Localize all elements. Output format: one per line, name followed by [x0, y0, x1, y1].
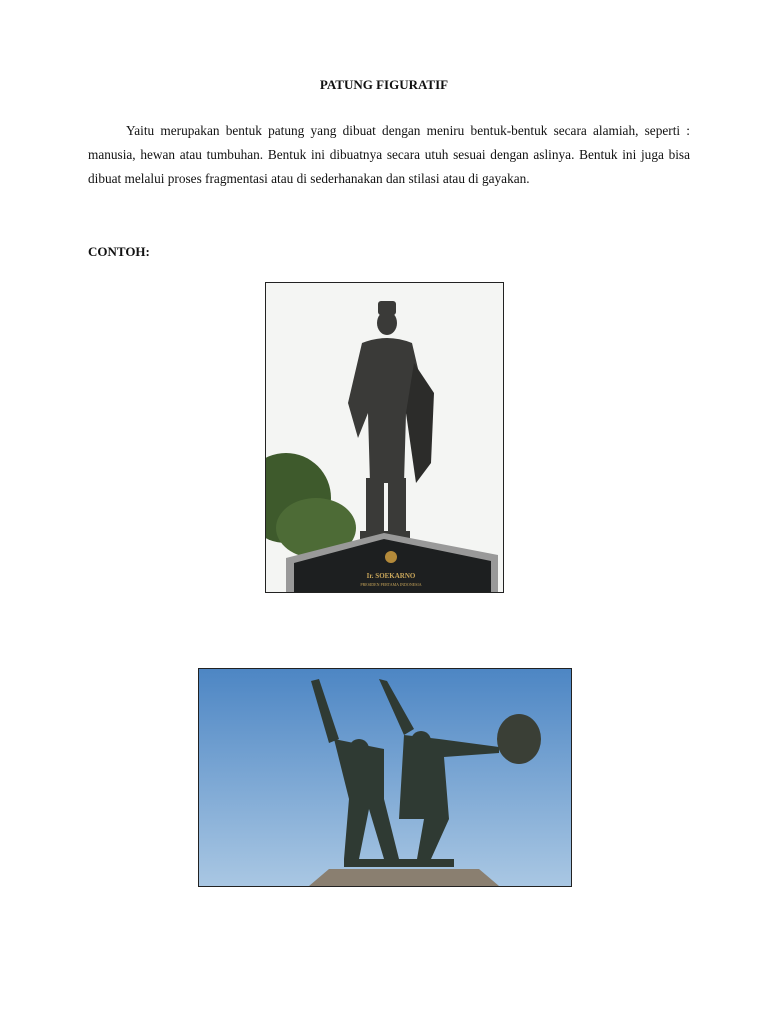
plaque-name: Ir. SOEKARNO [366, 572, 416, 580]
page-title: PATUNG FIGURATIF [319, 77, 449, 92]
two-figure-statue-photo [198, 668, 572, 887]
example-heading: CONTOH: [88, 244, 150, 259]
body-paragraph: Yaitu merupakan bentuk patung yang dibuat dengan meniru bentuk-bentuk secara alamiah, seperti : manusia, hewan atau tumbuhan. Bentuk ini dibuatnya secara utuh sesuai dengan aslinya. Bentuk ini juga bisa dibuat melalui proses fragmentasi atau di sederhanakan dan stilasi atau di gayakan. [88, 123, 690, 186]
plaque-subtitle: PRESIDEN PERTAMA INDONESIA [360, 582, 422, 587]
soekarno-statue-photo [265, 282, 504, 593]
